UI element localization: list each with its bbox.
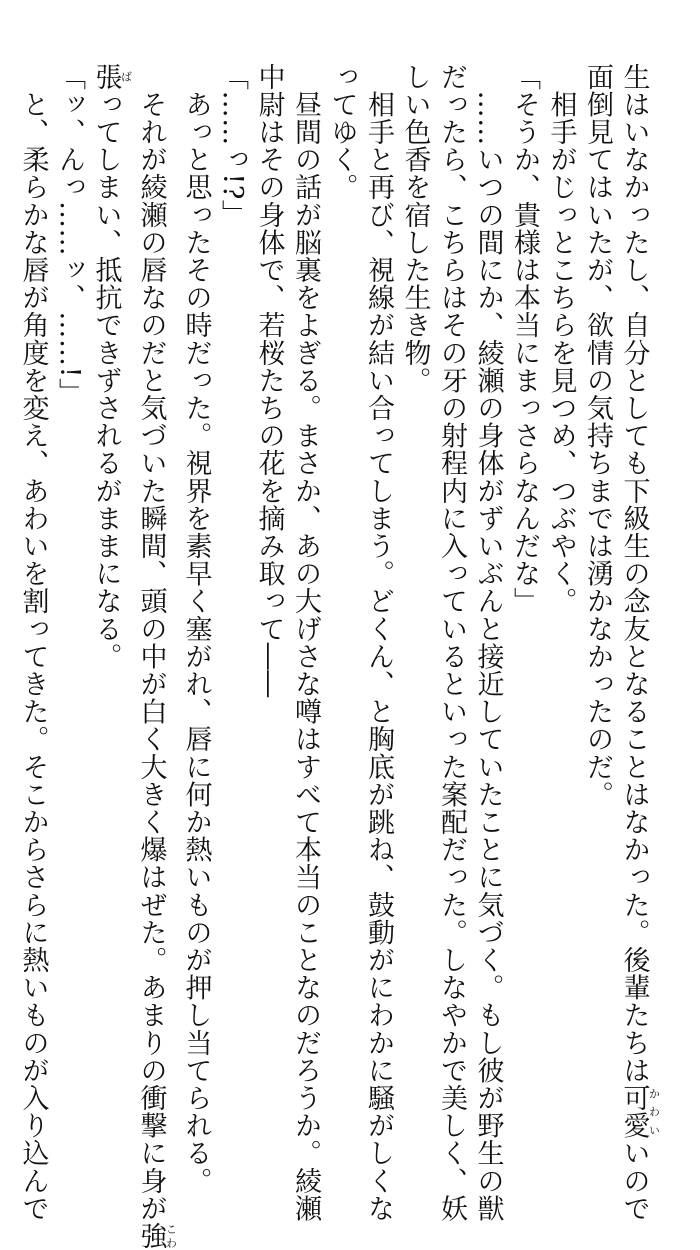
text-line: あっと思ったその時だった。視界を素早く塞がれ、唇に何か熱いものが押し当てられる。: [180, 63, 212, 1195]
text-line: だったら、こちらはその牙の射程内に入っているといった案配だった。しなやかで美しく、妖: [436, 63, 467, 1223]
text-line: ってゆく。: [326, 63, 358, 201]
text-line: と、柔らかな唇が角度を変え、あわいを割ってきた。そこからさらに熱いものが入り込んで: [17, 63, 49, 1223]
text-line: ……いつの間にか、綾瀬の身体がずいぶんと接近していたことに気づく。もし彼が野生の獣: [472, 63, 504, 1223]
text-line: それが綾瀬の唇なのだと気づいた瞬間、頭の中が白く大きく爆はぜた。あまりの衝撃に身が強こわ: [135, 63, 178, 1250]
text-line: 中尉はその身体で、若桜たちの花を摘み取って――: [253, 63, 285, 698]
text-line: 張ばってしまい、抵抗できずされるがままになる。: [90, 63, 133, 671]
text-line: 面倒見てはいたが、欲情の気持ちまでは湧かなかったのだ。: [582, 63, 613, 809]
furigana-ruby: 可愛かわい: [618, 1084, 661, 1140]
furigana-ruby: 強こわ: [135, 1222, 178, 1250]
text-line: 生はいなかったし、自分としても下級生の念友となることはなかった。後輩たちは可愛かわいいので: [618, 63, 661, 1223]
text-line: 相手がじっとこちらを見つめ、つぶやく。: [545, 63, 577, 615]
text-line: 相手と再び、視線が結い合ってしまう。どくん、と胸底が跳ね、鼓動がにわかに騒がしくな: [363, 63, 394, 1223]
text-line: 昼間の話が脳裏をよぎる。まさか、あの大げさな噂はすべて本当のことなのだろうか。綾瀬: [290, 63, 321, 1223]
text-line: 「……っ!?」: [217, 63, 248, 228]
text-line: しい色香を宿した生き物。: [399, 63, 431, 395]
text-line: 「ッ、んっ……ッ、……!」: [54, 63, 85, 406]
vertical-text-body: [17, 63, 661, 1250]
text-line: 「そうか、貴様は本当にまっさらなんだな」: [509, 63, 540, 615]
furigana-ruby: 張ば: [90, 63, 133, 91]
